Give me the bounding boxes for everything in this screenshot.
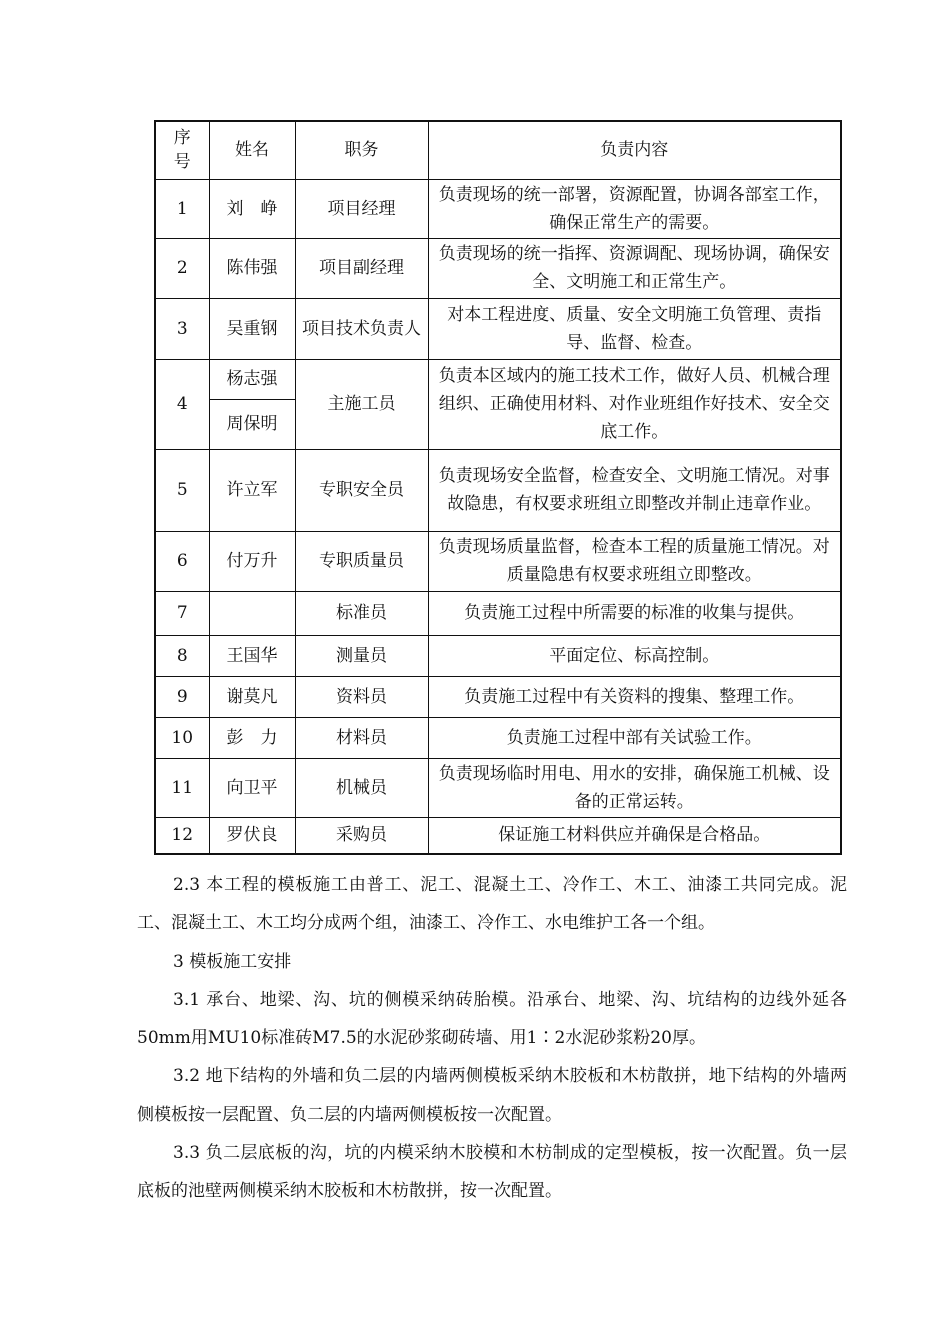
cell-seq: 7 bbox=[155, 591, 209, 635]
table-row bbox=[155, 531, 841, 591]
header-name: 姓名 bbox=[209, 121, 295, 179]
cell-seq: 6 bbox=[155, 531, 209, 591]
cell-name: 谢莫凡 bbox=[209, 676, 295, 717]
cell-duty: 平面定位、标高控制。 bbox=[428, 635, 841, 676]
cell-seq: 2 bbox=[155, 238, 209, 298]
cell-name: 罗伏良 bbox=[209, 817, 295, 854]
table-row bbox=[155, 591, 841, 635]
cell-name: 王国华 bbox=[209, 635, 295, 676]
cell-name: 陈伟强 bbox=[209, 238, 295, 298]
table-row bbox=[155, 817, 841, 854]
cell-role: 资料员 bbox=[295, 676, 428, 717]
paragraph-2-3: 2.3 本工程的模板施工由普工、泥工、混凝土工、冷作工、木工、油漆工共同完成。泥工、混凝土工、木工均分成两个组，油漆工、冷作工、水电维护工各一个组。 bbox=[137, 875, 847, 934]
cell-name: 许立军 bbox=[209, 449, 295, 531]
cell-name: 杨志强 bbox=[209, 359, 295, 399]
cell-name: 周保明 bbox=[209, 399, 295, 449]
cell-role: 项目经理 bbox=[295, 179, 428, 238]
cell-name bbox=[209, 591, 295, 635]
cell-seq: 8 bbox=[155, 635, 209, 676]
table-row bbox=[155, 717, 841, 758]
cell-role: 材料员 bbox=[295, 717, 428, 758]
cell-name: 吴重钢 bbox=[209, 298, 295, 359]
table-row bbox=[155, 635, 841, 676]
cell-duty: 负责现场的统一部署，资源配置，协调各部室工作，确保正常生产的需要。 bbox=[428, 179, 841, 238]
cell-duty: 负责施工过程中所需要的标准的收集与提供。 bbox=[428, 591, 841, 635]
table-row bbox=[155, 758, 841, 817]
cell-role: 项目副经理 bbox=[295, 238, 428, 298]
cell-seq: 4 bbox=[155, 359, 209, 449]
cell-role: 标准员 bbox=[295, 591, 428, 635]
cell-duty: 负责现场安全监督，检查安全、文明施工情况。对事故隐患，有权要求班组立即整改并制止违章作业。 bbox=[428, 449, 841, 531]
cell-name: 刘 峥 bbox=[209, 179, 295, 238]
heading-3: 3 模板施工安排 bbox=[173, 951, 292, 972]
table-row bbox=[155, 179, 841, 238]
cell-role: 主施工员 bbox=[295, 359, 428, 449]
cell-seq: 1 bbox=[155, 179, 209, 238]
cell-role: 测量员 bbox=[295, 635, 428, 676]
cell-name: 付万升 bbox=[209, 531, 295, 591]
cell-duty: 负责施工过程中部有关试验工作。 bbox=[428, 717, 841, 758]
cell-seq: 12 bbox=[155, 817, 209, 854]
header-duty: 负责内容 bbox=[428, 121, 841, 179]
cell-role: 采购员 bbox=[295, 817, 428, 854]
cell-seq: 10 bbox=[155, 717, 209, 758]
table-row bbox=[155, 238, 841, 298]
cell-seq: 3 bbox=[155, 298, 209, 359]
table-row bbox=[155, 359, 841, 399]
cell-duty: 负责现场临时用电、用水的安排，确保施工机械、设备的正常运转。 bbox=[428, 758, 841, 817]
paragraph-3-2: 3.2 地下结构的外墙和负二层的内墙两侧模板采纳木胶板和木枋散拼，地下结构的外墙两侧模板按一层配置、负二层的内墙两侧模板按一次配置。 bbox=[137, 1066, 847, 1125]
cell-name: 向卫平 bbox=[209, 758, 295, 817]
table-row bbox=[155, 449, 841, 531]
cell-duty: 对本工程进度、质量、安全文明施工负管理、责指导、监督、检查。 bbox=[428, 298, 841, 359]
cell-duty: 负责施工过程中有关资料的搜集、整理工作。 bbox=[428, 676, 841, 717]
cell-duty: 负责现场质量监督，检查本工程的质量施工情况。对质量隐患有权要求班组立即整改。 bbox=[428, 531, 841, 591]
table-row bbox=[155, 676, 841, 717]
cell-role: 专职安全员 bbox=[295, 449, 428, 531]
paragraph-3-1: 3.1 承台、地梁、沟、坑的侧模采纳砖胎模。沿承台、地梁、沟、坑结构的边线外延各50mm用MU10标准砖M7.5的水泥砂浆砌砖墙、用1∶2水泥砂浆粉20厚。 bbox=[137, 989, 847, 1049]
cell-duty: 负责现场的统一指挥、资源调配、现场协调，确保安全、文明施工和正常生产。 bbox=[428, 238, 841, 298]
cell-name: 彭 力 bbox=[209, 717, 295, 758]
table-header-row bbox=[155, 121, 841, 179]
header-role: 职务 bbox=[295, 121, 428, 179]
cell-seq: 11 bbox=[155, 758, 209, 817]
cell-role: 项目技术负责人 bbox=[295, 298, 428, 359]
cell-seq: 5 bbox=[155, 449, 209, 531]
cell-role: 机械员 bbox=[295, 758, 428, 817]
cell-seq: 9 bbox=[155, 676, 209, 717]
paragraph-3-3: 3.3 负二层底板的沟，坑的内模采纳木胶模和木枋制成的定型模板，按一次配置。负一层底板的池壁两侧模采纳木胶板和木枋散拼，按一次配置。 bbox=[137, 1143, 847, 1202]
staff-responsibility-table bbox=[154, 120, 842, 855]
header-seq: 序号 bbox=[155, 121, 209, 179]
cell-role: 专职质量员 bbox=[295, 531, 428, 591]
body-text bbox=[137, 866, 847, 1211]
table-row bbox=[155, 298, 841, 359]
cell-duty: 保证施工材料供应并确保是合格品。 bbox=[428, 817, 841, 854]
cell-duty: 负责本区域内的施工技术工作，做好人员、机械合理组织、正确使用材料、对作业班组作好技术、安全交底工作。 bbox=[428, 359, 841, 449]
